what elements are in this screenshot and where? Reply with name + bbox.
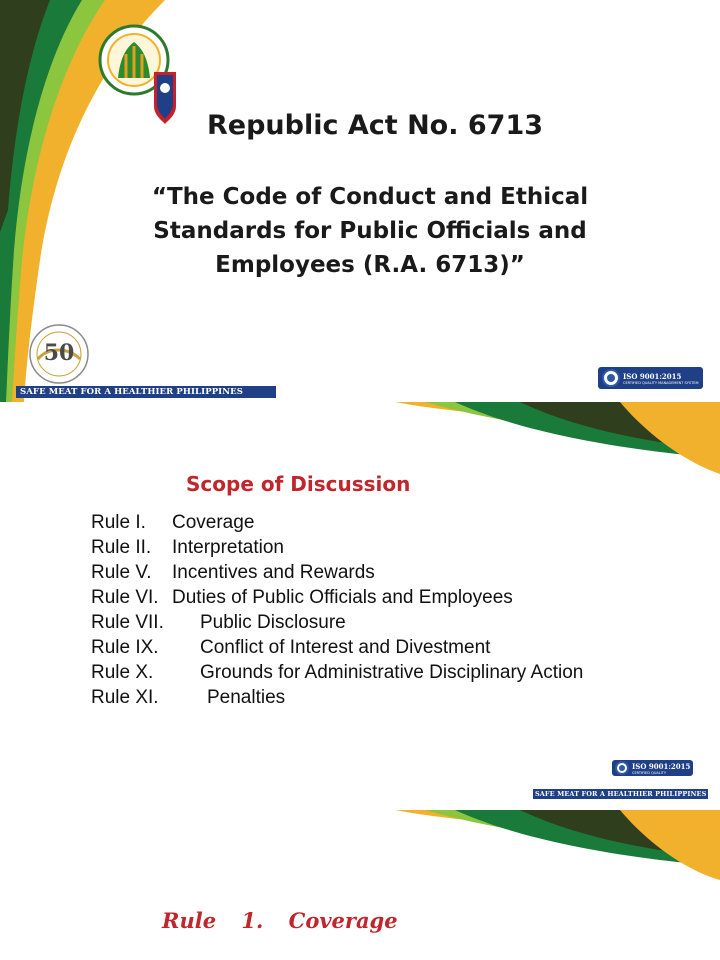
tagline-band: SAFE MEAT FOR A HEALTHIER PHILIPPINES	[16, 386, 276, 398]
rule-number: Rule VI.	[91, 587, 159, 608]
rule-title: Interpretation	[172, 537, 284, 558]
rule-number: Rule XI.	[91, 687, 159, 708]
subtitle-line: Employees (R.A. 6713)”	[215, 252, 525, 278]
scope-slide	[0, 402, 720, 800]
coverage-heading: Rule 1. Coverage	[162, 908, 398, 933]
rule-number: Rule I.	[91, 512, 146, 533]
subtitle-line: “The Code of Conduct and Ethical	[151, 184, 589, 210]
top-swoosh-decoration	[0, 800, 720, 880]
iso-seal-icon	[615, 761, 629, 775]
scope-heading: Scope of Discussion	[186, 472, 411, 496]
rule-number: Rule X.	[91, 662, 154, 683]
rule-number: Rule IX.	[91, 637, 159, 658]
rule-number: Rule II.	[91, 537, 152, 558]
iso-label: ISO 9001:2015	[623, 371, 682, 381]
iso-sublabel: CERTIFIED QUALITY MANAGEMENT SYSTEM	[623, 380, 699, 385]
rule-title: Duties of Public Officials and Employees	[172, 587, 513, 608]
tagline-band: SAFE MEAT FOR A HEALTHIER PHILIPPINES	[535, 790, 707, 798]
anniversary-50-logo	[24, 323, 94, 385]
iso-label: ISO 9001:2015	[632, 761, 691, 771]
rule-title: Coverage	[172, 512, 255, 533]
slide-title: Republic Act No. 6713	[206, 110, 544, 141]
rule-number: Rule VII.	[91, 612, 164, 633]
subtitle-line: Standards for Public Officials and	[153, 218, 587, 244]
rule-title: Public Disclosure	[200, 612, 346, 633]
top-swoosh-decoration	[0, 402, 720, 482]
iso-certification-badge	[612, 760, 693, 776]
rule-title: Conflict of Interest and Divestment	[200, 637, 491, 658]
iso-certification-badge	[598, 367, 703, 389]
rule-title: Penalties	[207, 687, 286, 708]
rule-title: Grounds for Administrative Disciplinary Action	[200, 662, 584, 683]
slide-subtitle	[10, 180, 720, 282]
iso-sublabel: CERTIFIED QUALITY	[632, 770, 667, 775]
rule-title: Incentives and Rewards	[172, 562, 375, 583]
rule-number: Rule V.	[91, 562, 152, 583]
department-of-agriculture-logo	[96, 20, 180, 124]
iso-seal-icon	[602, 369, 620, 387]
coverage-slide	[0, 800, 720, 960]
title-slide	[0, 0, 720, 402]
svg-text:50: 50	[43, 340, 75, 366]
